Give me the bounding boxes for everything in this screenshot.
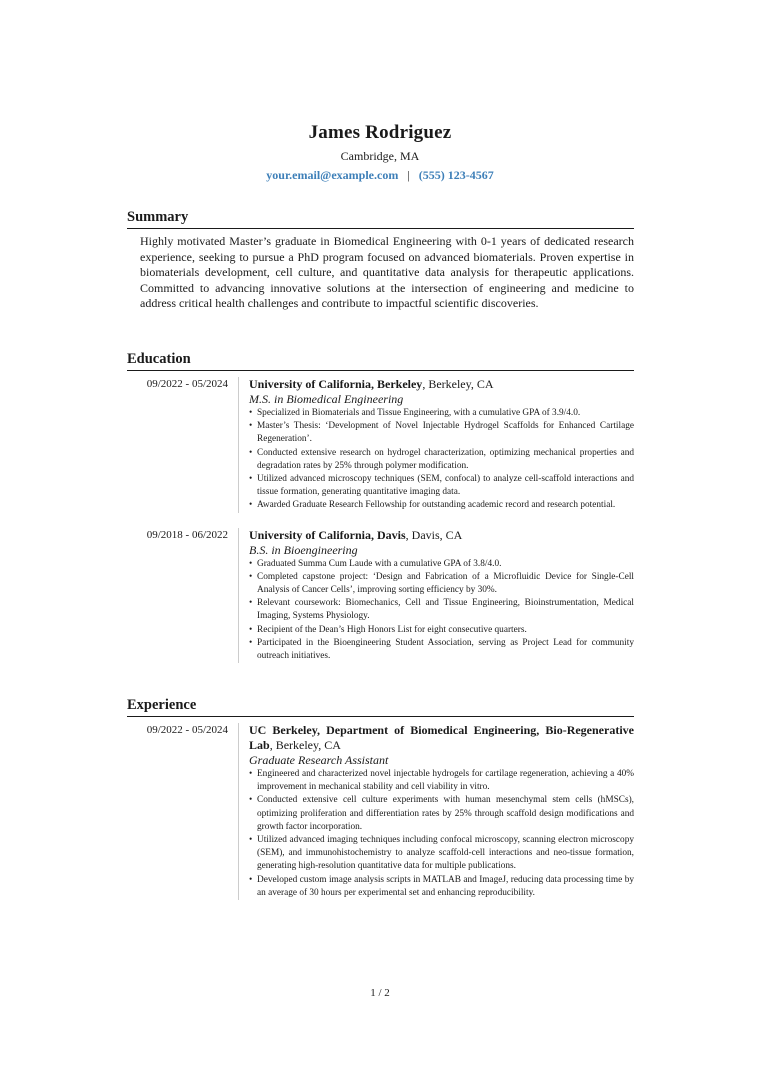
experience-title: Experience xyxy=(127,696,634,717)
entry-body xyxy=(238,528,634,664)
institution-location: , Berkeley, CA xyxy=(422,377,494,391)
education-section xyxy=(127,350,634,663)
bullet-list xyxy=(249,407,634,513)
candidate-name: James Rodriguez xyxy=(308,122,452,143)
degree: M.S. in Biomedical Engineering xyxy=(249,392,404,406)
resume-header xyxy=(0,120,760,184)
bullet-item: • Completed capstone project: ‘Design and Fabrication of a Microfluidic Device for Single-Cell Analysis of Cancer Cells’, improving sorting efficiency by 30%. xyxy=(249,571,634,597)
entry-body xyxy=(238,723,634,900)
bullet-item: • Participated in the Bioengineering Student Association, serving as Project Lead for community outreach initiatives. xyxy=(249,637,634,663)
page-number: 1 / 2 xyxy=(370,987,390,999)
email-link[interactable]: your.email@example.com xyxy=(266,168,399,182)
education-title: Education xyxy=(127,350,634,371)
bullet-item: • Master’s Thesis: ‘Development of Novel Injectable Hydrogel Scaffolds for Enhanced Cartilage Regeneration’. xyxy=(249,420,634,446)
degree: B.S. in Bioengineering xyxy=(249,542,358,557)
bullet-item: • Relevant coursework: Biomechanics, Cell and Tissue Engineering, Bioinstrumentation, Medical Imaging, Systems Physiology. xyxy=(249,597,634,623)
experience-entry xyxy=(127,723,634,900)
entry-date: 09/2018 - 06/2022 xyxy=(146,528,228,541)
entry-date: 09/2022 - 05/2024 xyxy=(146,378,228,390)
summary-section xyxy=(127,208,634,312)
entry-heading xyxy=(249,377,634,392)
institution-name: University of California, Davis xyxy=(249,527,406,542)
education-entry xyxy=(127,528,634,664)
entry-body xyxy=(238,377,634,513)
bullet-item: • Utilized advanced microscopy techniques (SEM, confocal) to analyze cell-scaffold interactions and tissue formation, generating quantitative imaging data. xyxy=(249,473,634,499)
bullet-item: • Utilized advanced imaging techniques including confocal microscopy, scanning electron microscopy (SEM), and immunohistochemistry to analyze scaffold-cell interactions and neo-tissue formation, generating high-resolution quantitative data for multiple publications. xyxy=(249,834,634,874)
entry-date: 09/2022 - 05/2024 xyxy=(146,724,228,736)
summary-title: Summary xyxy=(127,208,634,229)
education-entry xyxy=(127,377,634,513)
bullet-list xyxy=(249,558,634,664)
employer-name: UC Berkeley, Department of Biomedical Engineering, Bio-Regenerative Lab xyxy=(249,723,634,752)
bullet-item: • Recipient of the Dean’s High Honors List for eight consecutive quarters. xyxy=(249,624,634,637)
summary-text: Highly motivated Master’s graduate in Biomedical Engineering with 0-1 years of dedicated research experience, seeking to pursue a PhD program focused on advanced biomaterials. Proven expertise in biomaterials development, cell culture, and quantitative data analysis for therapeutic applications. Committed to advancing innovative solutions at the intersection of engineering and medicine to address critical health challenges and contribute to impactful scientific discoveries. xyxy=(140,234,634,311)
job-role: Graduate Research Assistant xyxy=(249,753,389,767)
bullet-item: • Engineered and characterized novel injectable hydrogels for cartilage regeneration, achieving a 40% improvement in mechanical stability and cell viability in vitro. xyxy=(249,768,634,794)
institution-location: , Davis, CA xyxy=(405,527,463,542)
entry-heading xyxy=(249,528,634,543)
bullet-list xyxy=(249,768,634,900)
institution-name: University of California, Berkeley xyxy=(249,377,423,391)
phone-link[interactable]: (555) 123-4567 xyxy=(418,168,494,182)
bullet-item: • Awarded Graduate Research Fellowship for outstanding academic record and research potential. xyxy=(249,499,634,512)
employer-location: , Berkeley, CA xyxy=(269,738,341,752)
bullet-item: • Specialized in Biomaterials and Tissue Engineering, with a cumulative GPA of 3.9/4.0. xyxy=(249,407,634,420)
contact-line xyxy=(0,166,760,184)
experience-section xyxy=(127,696,634,900)
contact-separator: | xyxy=(407,168,410,182)
candidate-location: Cambridge, MA xyxy=(340,149,420,163)
bullet-item: • Conducted extensive cell culture experiments with human mesenchymal stem cells (hMSCs), optimizing proliferation and differentiation rates by 25% through scaffold design modifications and growth factor incorporation. xyxy=(249,794,634,834)
bullet-item: • Developed custom image analysis scripts in MATLAB and ImageJ, reducing data processing time by an average of 30 hours per experimental set and enhancing reproducibility. xyxy=(249,874,634,900)
bullet-item: • Graduated Summa Cum Laude with a cumulative GPA of 3.8/4.0. xyxy=(249,558,634,571)
entry-heading xyxy=(249,723,634,753)
bullet-item: • Conducted extensive research on hydrogel characterization, optimizing mechanical properties and degradation rates by 25% through polymer modification. xyxy=(249,447,634,473)
